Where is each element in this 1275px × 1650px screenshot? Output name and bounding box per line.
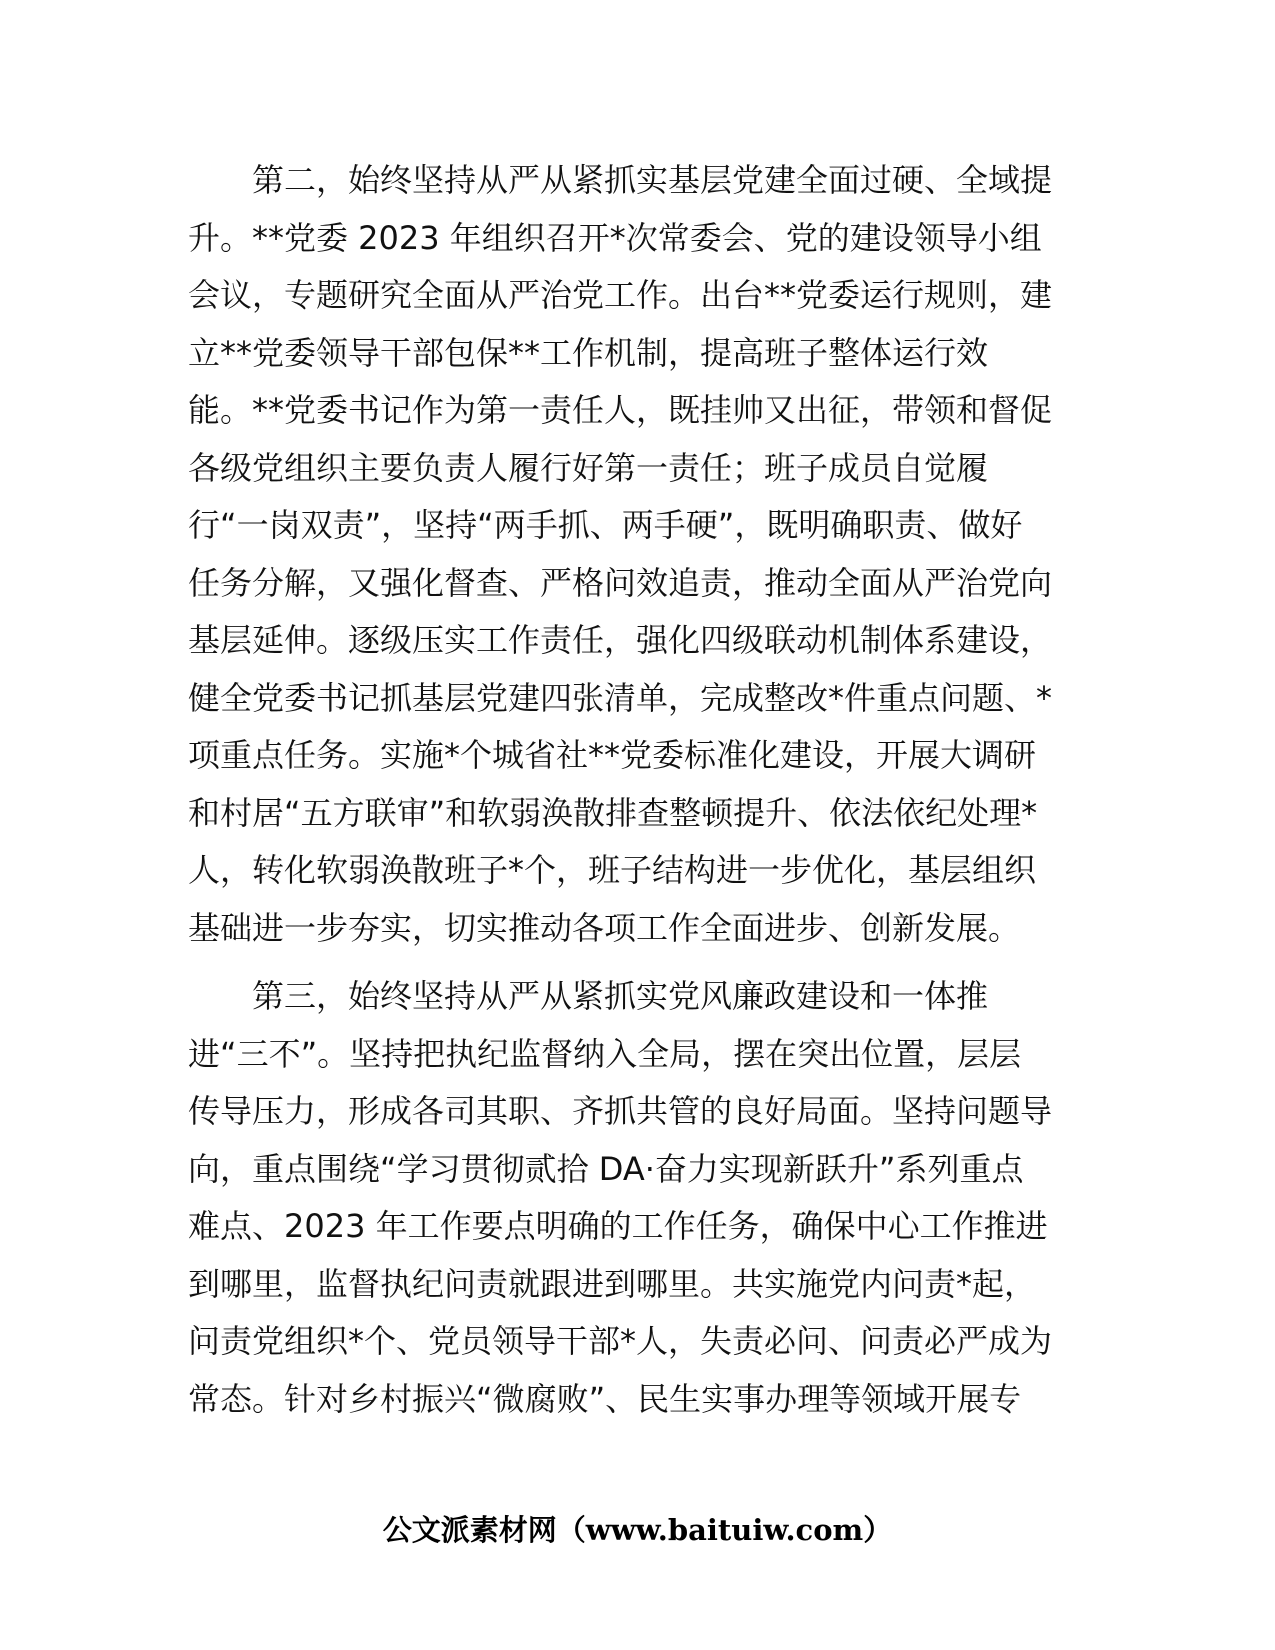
text-line: 能。**党委书记作为第一责任人，既挂帅又出征，带领和督促	[188, 391, 1053, 429]
text-line: 传导压力，形成各司其职、齐抓共管的良好局面。坚持问题导	[188, 1092, 1053, 1130]
text-line: 基础进一步夯实，切实推动各项工作全面进步、创新发展。	[188, 908, 1021, 947]
text-line: 立**党委领导干部包保**工作机制，提高班子整体运行效	[188, 333, 989, 372]
paragraph	[188, 152, 1088, 957]
paragraph-gap	[188, 957, 1088, 968]
text-line: 进“三不”。坚持把执纪监督纳入全局，摆在突出位置，层层	[188, 1034, 1022, 1073]
text-line: 升。**党委 2023 年组织召开*次常委会、党的建设领导小组	[188, 218, 1042, 257]
text-line: 到哪里，监督执纪问责就跟进到哪里。共实施党内问责*起，	[188, 1264, 1037, 1303]
text-line: 项重点任务。实施*个城省社**党委标准化建设，开展大调研	[188, 736, 1037, 774]
text-line: 健全党委书记抓基层党建四张清单，完成整改*件重点问题、*	[188, 678, 1053, 717]
text-line: 难点、2023 年工作要点明确的工作任务，确保中心工作推进	[188, 1207, 1048, 1245]
paragraph	[188, 968, 1088, 1428]
text-line: 基层延伸。逐级压实工作责任，强化四级联动机制体系建设，	[188, 621, 1053, 659]
text-line: 任务分解，又强化督查、严格问效追责，推动全面从严治党向	[188, 563, 1053, 602]
text-line: 行“一岗双责”，坚持“两手抓、两手硬”，既明确职责、做好	[188, 506, 1023, 544]
text-line: 人，转化软弱涣散班子*个，班子结构进一步优化，基层组织	[188, 851, 1037, 889]
text-line: 各级党组织主要负责人履行好第一责任；班子成员自觉履	[188, 448, 989, 487]
text-line: 向，重点围绕“学习贯彻贰拾 DA·奋力实现新跃升”系列重点	[188, 1149, 1024, 1188]
text-line: 会议，专题研究全面从严治党工作。出台**党委运行规则，建	[188, 276, 1053, 314]
text-line: 第二，始终坚持从严从紧抓实基层党建全面过硬、全域提	[252, 161, 1053, 199]
text-line: 常态。针对乡村振兴“微腐败”、民生实事办理等领域开展专	[188, 1379, 1022, 1418]
document-body	[188, 152, 1088, 1428]
text-line: 问责党组织*个、党员领导干部*人，失责必问、问责必严成为	[188, 1322, 1053, 1360]
text-line: 第三，始终坚持从严从紧抓实党风廉政建设和一体推	[252, 977, 989, 1015]
footer-watermark: 公文派素材网（www.baituiw.com）	[382, 1513, 893, 1547]
text-line: 和村居“五方联审”和软弱涣散排查整顿提升、依法依纪处理*	[188, 793, 1038, 832]
